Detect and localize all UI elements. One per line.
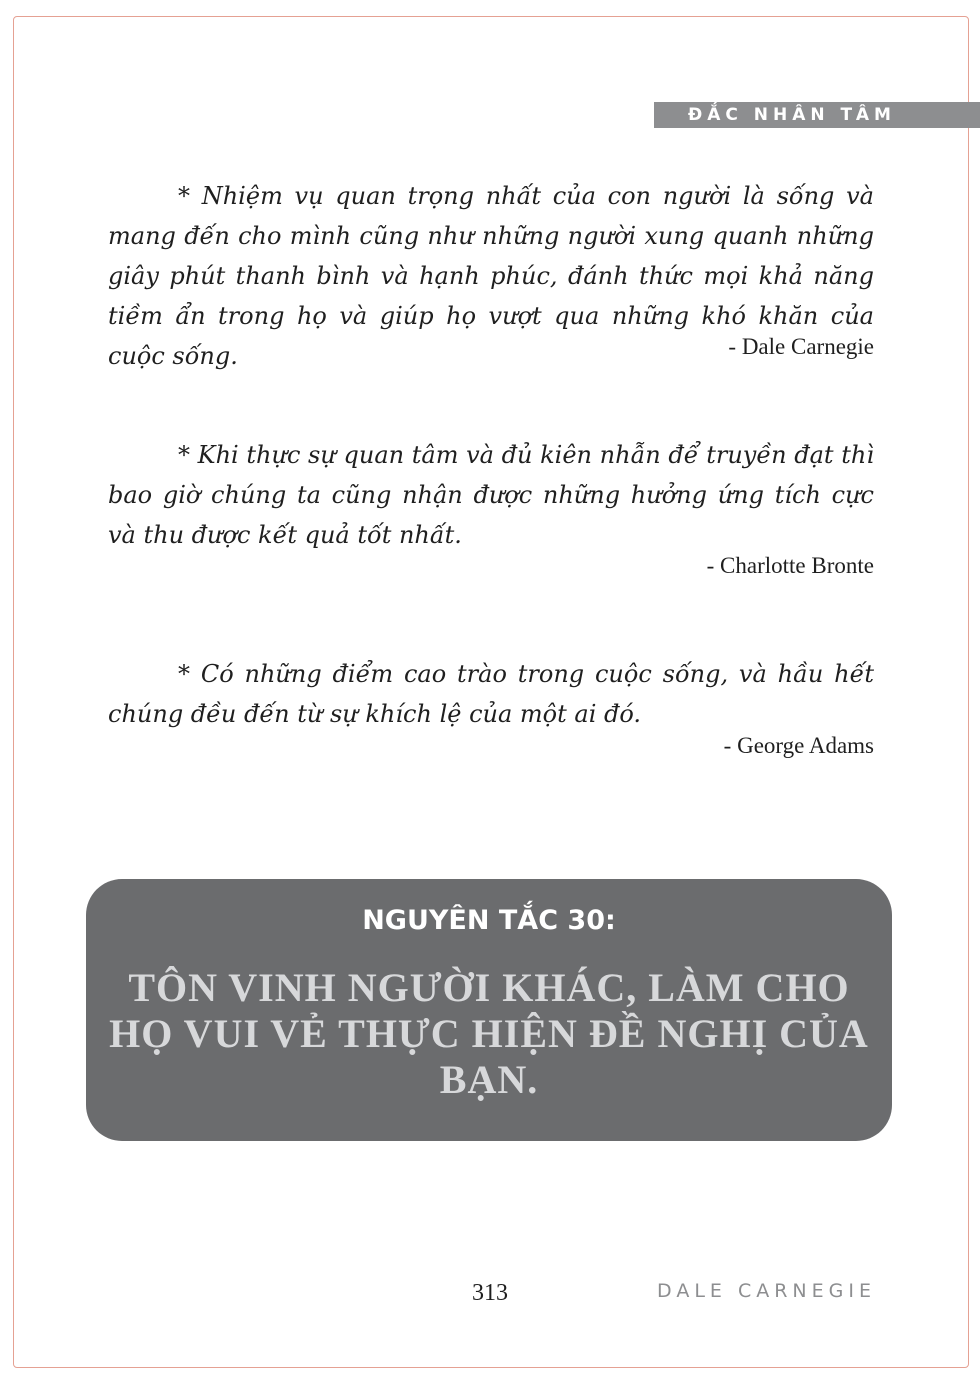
quote-2 [108,435,874,555]
principle-box [86,879,892,1141]
quote-3 [108,654,874,734]
quote-3-text: * Có những điểm cao trào trong cuộc sống, và hầu hết chúng đều đến từ sự khích lệ của một ai đó. [108,660,874,728]
quote-1-text: * Nhiệm vụ quan trọng nhất của con người là sống và mang đến cho mình cũng như những người xung quanh những giây phút thanh bình và hạnh phúc, đánh thức mọi khả năng tiềm ẩn trong họ và giúp họ vượt qua những khó khăn của cuộc sống. [108,182,874,370]
running-header: ĐẮC NHÂN TÂM [654,102,980,128]
quote-2-text: * Khi thực sự quan tâm và đủ kiên nhẫn để truyền đạt thì bao giờ chúng ta cũng nhận được những hưởng ứng tích cực và thu được kết quả tốt nhất. [108,441,874,549]
principle-label: NGUYÊN TẮC 30: [362,905,616,936]
quote-2-author: - Charlotte Bronte [706,553,874,578]
quote-1-author: - Dale Carnegie [728,334,874,359]
quote-3-author: - George Adams [723,733,874,758]
page-number: 313 [472,1280,508,1306]
footer-author: DALE CARNEGIE [657,1280,876,1302]
principle-title: TÔN VINH NGƯỜI KHÁC, LÀM CHO HỌ VUI VẺ THỰC HIỆN ĐỀ NGHỊ CỦA BẠN. [109,965,869,1102]
